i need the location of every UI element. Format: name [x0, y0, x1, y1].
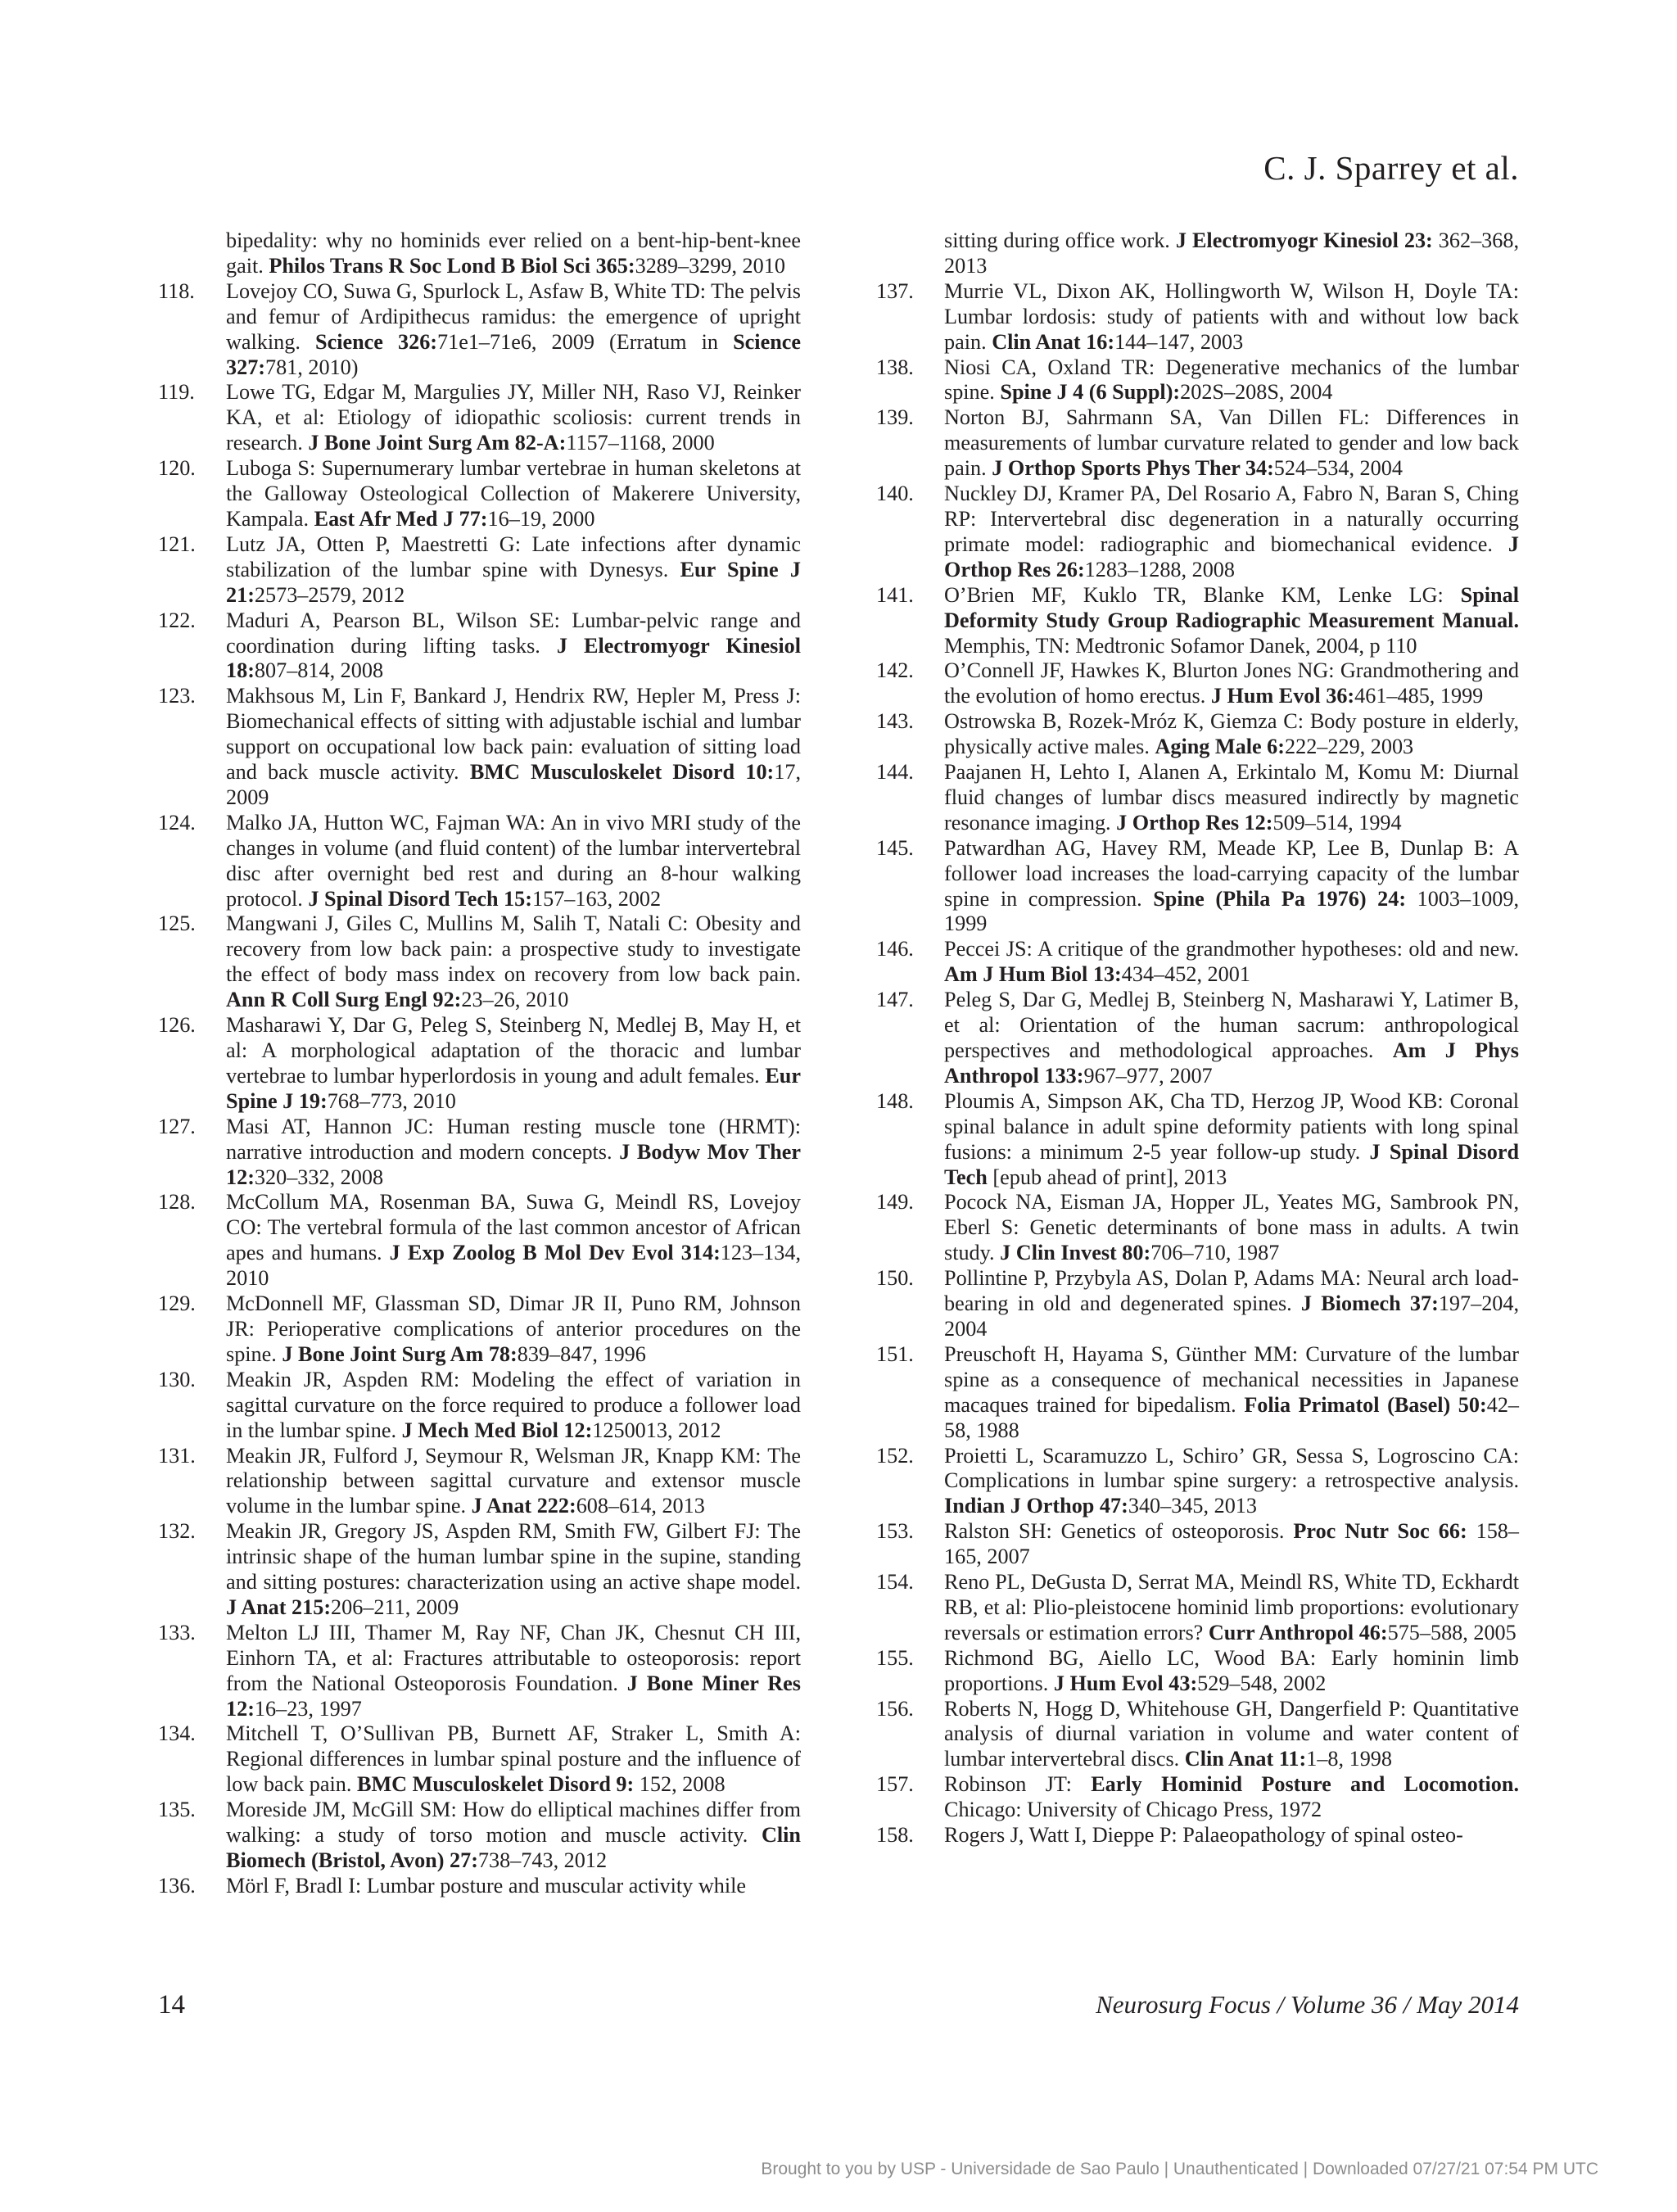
reference-text: Rogers J, Watt I, Dieppe P: Palaeopathology of spinal osteo- [944, 1823, 1463, 1848]
reference-text: Mangwani J, Giles C, Mullins M, Salih T, Natali C: Obesity and recovery from low back pain: a prospective study to investigate the effect of body mass index on recovery from low back pain. [226, 911, 801, 987]
reference-text: 152, 2008 [634, 1772, 725, 1797]
reference-text: Peccei JS: A critique of the grandmother hypotheses: old and new. [944, 937, 1519, 961]
journal-footer: Neurosurg Focus / Volume 36 / May 2014 [1096, 1990, 1519, 2019]
reference-text: Richmond BG, Aiello LC, Wood BA: Early hominin limb proportions. [944, 1645, 1519, 1695]
reference-number: 136. [158, 1873, 196, 1898]
reference-number: 155. [876, 1645, 914, 1670]
reference-text: Ostrowska B, Rozek-Mróz K, Giemza C: Body posture in elderly, physically active males. [944, 709, 1519, 759]
reference-number: 145. [876, 835, 914, 860]
reference-entry [158, 1721, 801, 1798]
reference-source: Spine (Phila Pa 1976) 24: [1153, 886, 1407, 911]
reference-entry [876, 1646, 1519, 1697]
reference-text: 839–847, 1996 [517, 1341, 646, 1366]
reference-number: 138. [876, 355, 914, 379]
reference-text: Meakin JR, Fulford J, Seymour R, Welsman JR, Knapp KM: The relationship between sagittal curvature and extensor muscle volume in the lumbar spine. [226, 1443, 801, 1518]
reference-text: sitting during office work. [944, 228, 1176, 252]
reference-entry [876, 1266, 1519, 1342]
reference-text: Moreside JM, McGill SM: How do elliptical machines differ from walking: a study of torso motion and muscle activity. [226, 1798, 801, 1848]
reference-source: J Orthop Sports Phys Ther 34: [992, 456, 1274, 481]
reference-number: 127. [158, 1114, 196, 1138]
reference-source: Am J Phys Anthropol 133: [944, 1038, 1519, 1088]
reference-entry [158, 279, 801, 381]
reference-number: 129. [158, 1291, 196, 1316]
reference-entry [876, 1772, 1519, 1823]
reference-source: Clin Anat 11: [1184, 1747, 1307, 1771]
reference-source: Proc Nutr Soc 66: [1293, 1519, 1467, 1544]
reference-text: 1003–1009, 1999 [944, 886, 1519, 936]
reference-number: 119. [158, 380, 195, 405]
reference-number: 132. [158, 1519, 196, 1544]
reference-text: 608–614, 2013 [576, 1494, 705, 1518]
reference-entry [158, 1291, 801, 1368]
reference-text: 123–134, 2010 [226, 1241, 801, 1291]
reference-text: Paajanen H, Lehto I, Alanen A, Erkintalo M, Komu M: Diurnal fluid changes of lumbar discs measured indirectly by magnetic resonance imaging. [944, 760, 1519, 835]
reference-source: BMC Musculoskelet Disord 10: [469, 760, 775, 785]
reference-entry [158, 380, 801, 456]
reference-number: 134. [158, 1721, 196, 1746]
reference-number: 153. [876, 1519, 914, 1544]
reference-entry [876, 583, 1519, 659]
reference-text: Luboga S: Supernumerary lumbar vertebrae in human skeletons at the Galloway Osteological Collection of Makerere University, Kampala. [226, 456, 801, 531]
reference-number: 156. [876, 1696, 914, 1721]
reference-list-right [876, 228, 1519, 1848]
reference-source: J Anat 222: [471, 1494, 576, 1518]
reference-source: J Bone Joint Surg Am 82-A: [308, 431, 567, 455]
reference-source: Philos Trans R Soc Lond B Biol Sci 365: [269, 253, 635, 278]
reference-entry [876, 1444, 1519, 1520]
reference-entry [876, 355, 1519, 406]
reference-source: East Afr Med J 77: [314, 506, 488, 531]
reference-text: Meakin JR, Aspden RM: Modeling the effect of variation in sagittal curvature on the force required to produce a follower load in the lumbar spine. [226, 1367, 801, 1442]
reference-number: 139. [876, 405, 914, 430]
reference-text: Robinson JT: [944, 1772, 1092, 1797]
reference-entry [158, 1190, 801, 1291]
reference-text: Melton LJ III, Thamer M, Ray NF, Chan JK, Chesnut CH III, Einhorn TA, et al: Fractures attributable to osteoporosis: report from the National Osteoporosis Foundation. [226, 1620, 801, 1695]
reference-text: Reno PL, DeGusta D, Serrat MA, Meindl RS, White TD, Eckhardt RB, et al: Plio-pleistocene hominid limb proportions: evolutionary reversals or estimation errors? [944, 1570, 1519, 1644]
reference-text: Peleg S, Dar G, Medlej B, Steinberg N, Masharawi Y, Latimer B, et al: Orientation of the human sacrum: anthropological perspectives and methodological approaches. [944, 988, 1519, 1062]
reference-entry [158, 608, 801, 685]
reference-text: 197–204, 2004 [944, 1291, 1520, 1341]
reference-text: 16–19, 2000 [487, 506, 595, 531]
reference-text: bipedality: why no hominids ever relied on a bent-hip-bent-knee gait. [226, 228, 801, 278]
reference-text: 509–514, 1994 [1272, 810, 1402, 835]
reference-entry [158, 532, 801, 608]
reference-number: 126. [158, 1013, 196, 1038]
reference-text: Makhsous M, Lin F, Bankard J, Hendrix RW, Hepler M, Press J: Biomechanical effects of sitting with adjustable ischial and lumbar support on occupational low back pain: evaluation of sitting load and back muscle activity. [226, 684, 801, 785]
reference-number: 135. [158, 1798, 196, 1822]
reference-number: 154. [876, 1570, 914, 1595]
reference-number: 146. [876, 937, 914, 961]
reference-number: 125. [158, 911, 196, 936]
reference-number: 123. [158, 684, 196, 708]
reference-entry [876, 1089, 1519, 1191]
reference-entry [876, 1190, 1519, 1266]
reference-text: Malko JA, Hutton WC, Fajman WA: An in vivo MRI study of the changes in volume (and fluid content) of the lumbar intervertebral disc after overnight bed rest and during an 8-hour walking protocol. [226, 810, 801, 911]
reference-text: 1283–1288, 2008 [1084, 557, 1235, 581]
reference-entry [158, 456, 801, 532]
reference-source: Indian J Orthop 47: [944, 1494, 1128, 1518]
reference-entry [158, 228, 801, 279]
reference-number: 149. [876, 1190, 914, 1215]
reference-number: 143. [876, 709, 914, 734]
reference-text: Mitchell T, O’Sullivan PB, Burnett AF, Straker L, Smith A: Regional differences in lumbar spinal posture and the influence of low back pain. [226, 1721, 801, 1797]
reference-text: Memphis, TN: Medtronic Sofamor Danek, 2004, p 110 [944, 633, 1417, 658]
reference-entry [158, 1115, 801, 1191]
reference-number: 121. [158, 532, 196, 556]
reference-number: 120. [158, 456, 196, 481]
reference-entry [876, 937, 1519, 988]
reference-source: J Mech Med Biol 12: [401, 1418, 593, 1442]
reference-source: Spinal Deformity Study Group Radiographic Measurement Manual. [944, 582, 1519, 632]
reference-number: 142. [876, 658, 914, 683]
reference-text: Lutz JA, Otten P, Maestretti G: Late infections after dynamic stabilization of the lumbar spine with Dynesys. [226, 532, 801, 581]
reference-text: Ploumis A, Simpson AK, Cha TD, Herzog JP, Wood KB: Coronal spinal balance in adult spine deformity patients with long spinal fusions: a minimum 2-5 year follow-up study. [944, 1088, 1519, 1164]
reference-source: J Electromyogr Kinesiol 18: [226, 633, 801, 683]
reference-text: Pocock NA, Eisman JA, Hopper JL, Yeates MG, Sambrook PN, Eberl S: Genetic determinants of bone mass in adults. A twin study. [944, 1190, 1519, 1265]
reference-entry [158, 1621, 801, 1722]
reference-list-left [158, 228, 801, 1899]
reference-text: 738–743, 2012 [477, 1848, 608, 1872]
reference-number: 144. [876, 760, 914, 785]
reference-text: 967–977, 2007 [1083, 1063, 1213, 1088]
reference-text: 157–163, 2002 [531, 886, 662, 911]
reference-entry [158, 1874, 801, 1899]
reference-text: 16–23, 1997 [254, 1696, 362, 1721]
reference-text: Lovejoy CO, Suwa G, Spurlock L, Asfaw B, White TD: The pelvis and femur of Ardipithecus ramidus: the emergence of upright walking. [226, 278, 801, 354]
running-head: C. J. Sparrey et al. [1263, 149, 1519, 187]
reference-entry [158, 1444, 801, 1520]
reference-source: BMC Musculoskelet Disord 9: [357, 1772, 635, 1797]
reference-text: 202S–208S, 2004 [1180, 380, 1333, 405]
reference-source: J Spinal Disord Tech 15: [308, 886, 532, 911]
reference-source: Folia Primatol (Basel) 50: [1244, 1392, 1487, 1417]
reference-source: J Orthop Res 12: [1116, 810, 1273, 835]
reference-text: Masharawi Y, Dar G, Peleg S, Steinberg N, Medlej B, May H, et al: A morphological adaptation of the thoracic and lumbar vertebrae to lumbar hyperlordosis in young and adult females. [226, 1013, 801, 1088]
reference-text: Pollintine P, Przybyla AS, Dolan P, Adams MA: Neural arch load-bearing in old and degenerated spines. [944, 1266, 1519, 1316]
reference-number: 122. [158, 608, 196, 632]
reference-entry [158, 1368, 801, 1444]
reference-source: Eur Spine J 21: [226, 557, 801, 607]
reference-text: 768–773, 2010 [327, 1088, 456, 1113]
reference-text: 144–147, 2003 [1114, 329, 1244, 354]
reference-source: J Electromyogr Kinesiol 23: [1175, 228, 1433, 252]
reference-text: 222–229, 2003 [1285, 735, 1414, 759]
reference-entry [876, 228, 1519, 279]
reference-text: 2573–2579, 2012 [254, 582, 405, 607]
reference-text: 529–548, 2002 [1197, 1671, 1327, 1695]
reference-text: 1157–1168, 2000 [566, 431, 715, 455]
reference-text: [epub ahead of print], 2013 [987, 1165, 1227, 1189]
reference-entry [876, 836, 1519, 938]
reference-number: 141. [876, 582, 914, 607]
reference-text: Nuckley DJ, Kramer PA, Del Rosario A, Fabro N, Baran S, Ching RP: Intervertebral disc degeneration in a naturally occurring primate model: radiographic and biomechanical evidence. [944, 482, 1519, 556]
reference-source: Am J Hum Biol 13: [944, 962, 1122, 987]
reference-text: 706–710, 1987 [1150, 1241, 1280, 1265]
reference-entry [876, 709, 1519, 760]
reference-text: Ralston SH: Genetics of osteoporosis. [944, 1519, 1294, 1544]
reference-text: 23–26, 2010 [461, 988, 569, 1012]
reference-source: Science 326: [315, 329, 438, 354]
reference-number: 152. [876, 1443, 914, 1468]
reference-entry [158, 1013, 801, 1115]
reference-number: 118. [158, 278, 195, 303]
reference-source: J Hum Evol 43: [1053, 1671, 1198, 1695]
reference-source: J Biomech 37: [1300, 1291, 1439, 1316]
reference-text: 461–485, 1999 [1354, 684, 1484, 708]
reference-entry [876, 760, 1519, 836]
reference-number: 148. [876, 1088, 914, 1113]
reference-entry [876, 988, 1519, 1089]
reference-text: Niosi CA, Oxland TR: Degenerative mechanics of the lumbar spine. [944, 355, 1519, 405]
reference-text: 781, 2010) [265, 355, 359, 379]
reference-number: 124. [158, 810, 196, 835]
reference-entry [876, 1519, 1519, 1570]
reference-source: J Spinal Disord Tech [944, 1139, 1520, 1189]
reference-source: J Bone Miner Res 12: [226, 1671, 801, 1721]
reference-entry [158, 1798, 801, 1874]
reference-text: 362–368, 2013 [944, 228, 1519, 278]
reference-entry [158, 811, 801, 912]
reference-source: J Anat 215: [226, 1595, 332, 1619]
reference-text: McCollum MA, Rosenman BA, Suwa G, Meindl RS, Lovejoy CO: The vertebral formula of the last common ancestor of African apes and humans. [226, 1190, 801, 1265]
reference-text: Patwardhan AG, Havey RM, Meade KP, Lee B, Dunlap B: A follower load increases the load-carrying capacity of the lumbar spine in compression. [944, 835, 1519, 911]
reference-text: Lowe TG, Edgar M, Margulies JY, Miller NH, Raso VJ, Reinker KA, et al: Etiology of idiopathic scoliosis: current trends in research. [226, 380, 801, 455]
reference-source: J Orthop Res 26: [944, 532, 1519, 581]
reference-number: 140. [876, 482, 914, 506]
reference-entry [158, 684, 801, 811]
reference-number: 131. [158, 1443, 196, 1468]
reference-text: 158–165, 2007 [944, 1519, 1519, 1569]
reference-text: 434–452, 2001 [1121, 962, 1250, 987]
reference-entry [158, 1519, 801, 1621]
reference-text: O’Connell JF, Hawkes K, Blurton Jones NG: Grandmothering and the evolution of homo erectus. [944, 658, 1519, 708]
reference-source: J Hum Evol 36: [1210, 684, 1355, 708]
reference-source: J Exp Zoolog B Mol Dev Evol 314: [389, 1241, 721, 1265]
reference-entry [876, 1823, 1519, 1848]
reference-entry [876, 279, 1519, 355]
reference-text: Mörl F, Bradl I: Lumbar posture and muscular activity while [226, 1873, 746, 1898]
reference-number: 133. [158, 1620, 196, 1644]
page-number: 14 [158, 1990, 185, 2020]
reference-entry [876, 658, 1519, 709]
reference-number: 157. [876, 1772, 914, 1797]
reference-text: 524–534, 2004 [1273, 456, 1403, 481]
reference-source: Clin Biomech (Bristol, Avon) 27: [226, 1823, 801, 1872]
reference-source: J Bodyw Mov Ther 12: [226, 1139, 802, 1189]
download-notice: Brought to you by USP - Universidade de Sao Paulo | Unauthenticated | Downloaded 07/27/21 07:54 PM UTC [761, 2160, 1598, 2178]
reference-source: Clin Anat 16: [992, 329, 1115, 354]
reference-source: Eur Spine J 19: [226, 1063, 801, 1113]
reference-text: 17, 2009 [226, 760, 801, 809]
reference-text: 71e1–71e6, 2009 (Erratum in [437, 329, 734, 354]
reference-number: 147. [876, 988, 914, 1012]
reference-entry [876, 1570, 1519, 1646]
reference-text: Proietti L, Scaramuzzo L, Schiro’ GR, Sessa S, Logroscino CA: Complications in lumbar spine surgery: a retrospective analysis. [944, 1443, 1519, 1493]
reference-text: O’Brien MF, Kuklo TR, Blanke KM, Lenke LG: [944, 582, 1461, 607]
reference-text: Masi AT, Hannon JC: Human resting muscle tone (HRMT): narrative introduction and modern concepts. [226, 1114, 801, 1164]
reference-text: Maduri A, Pearson BL, Wilson SE: Lumbar-pelvic range and coordination during lifting tasks. [226, 608, 801, 658]
reference-source: Curr Anthropol 46: [1208, 1620, 1388, 1644]
reference-text: Murrie VL, Dixon AK, Hollingworth W, Wilson H, Doyle TA: Lumbar lordosis: study of patients with and without low back pain. [944, 278, 1519, 354]
reference-text: 1250013, 2012 [592, 1418, 721, 1442]
reference-entry [876, 482, 1519, 583]
reference-source: J Clin Invest 80: [1000, 1241, 1151, 1265]
reference-source: Aging Male 6: [1155, 735, 1285, 759]
reference-text: 206–211, 2009 [331, 1595, 459, 1619]
reference-text: McDonnell MF, Glassman SD, Dimar JR II, Puno RM, Johnson JR: Perioperative complications of anterior procedures on the spine. [226, 1291, 801, 1366]
reference-text: 340–345, 2013 [1128, 1494, 1257, 1518]
reference-text: 42–58, 1988 [944, 1392, 1519, 1442]
reference-text: Norton BJ, Sahrmann SA, Van Dillen FL: Differences in measurements of lumbar curvature related to gender and low back pain. [944, 405, 1519, 481]
reference-text: Roberts N, Hogg D, Whitehouse GH, Dangerfield P: Quantitative analysis of diurnal variation in volume and water content of lumbar intervertebral discs. [944, 1696, 1519, 1771]
reference-entry [876, 1342, 1519, 1444]
reference-source: Science 327: [226, 329, 802, 379]
reference-text: Meakin JR, Gregory JS, Aspden RM, Smith FW, Gilbert FJ: The intrinsic shape of the human lumbar spine in the supine, standing and sitting postures: characterization using an active shape model. [226, 1519, 801, 1595]
reference-text: Preuschoft H, Hayama S, Günther MM: Curvature of the lumbar spine as a consequence of mechanical necessities in Japanese macaques trained for bipedalism. [944, 1341, 1519, 1417]
reference-source: J Bone Joint Surg Am 78: [282, 1341, 518, 1366]
reference-number: 137. [876, 278, 914, 303]
reference-text: 575–588, 2005 [1387, 1620, 1517, 1644]
reference-number: 130. [158, 1367, 196, 1391]
reference-text: 807–814, 2008 [254, 658, 384, 683]
reference-text: Chicago: University of Chicago Press, 1972 [944, 1798, 1322, 1822]
reference-text: 1–8, 1998 [1306, 1747, 1392, 1771]
reference-number: 128. [158, 1190, 196, 1215]
reference-entry [158, 911, 801, 1013]
reference-number: 151. [876, 1341, 914, 1366]
reference-source: Early Hominid Posture and Locomotion. [1091, 1772, 1519, 1797]
reference-text: 3289–3299, 2010 [635, 253, 785, 278]
reference-entry [876, 405, 1519, 482]
reference-source: Spine J 4 (6 Suppl): [1000, 380, 1181, 405]
reference-source: Ann R Coll Surg Engl 92: [226, 988, 462, 1012]
reference-number: 158. [876, 1823, 914, 1848]
reference-number: 150. [876, 1266, 914, 1291]
reference-entry [876, 1697, 1519, 1773]
reference-text: 320–332, 2008 [254, 1165, 384, 1189]
